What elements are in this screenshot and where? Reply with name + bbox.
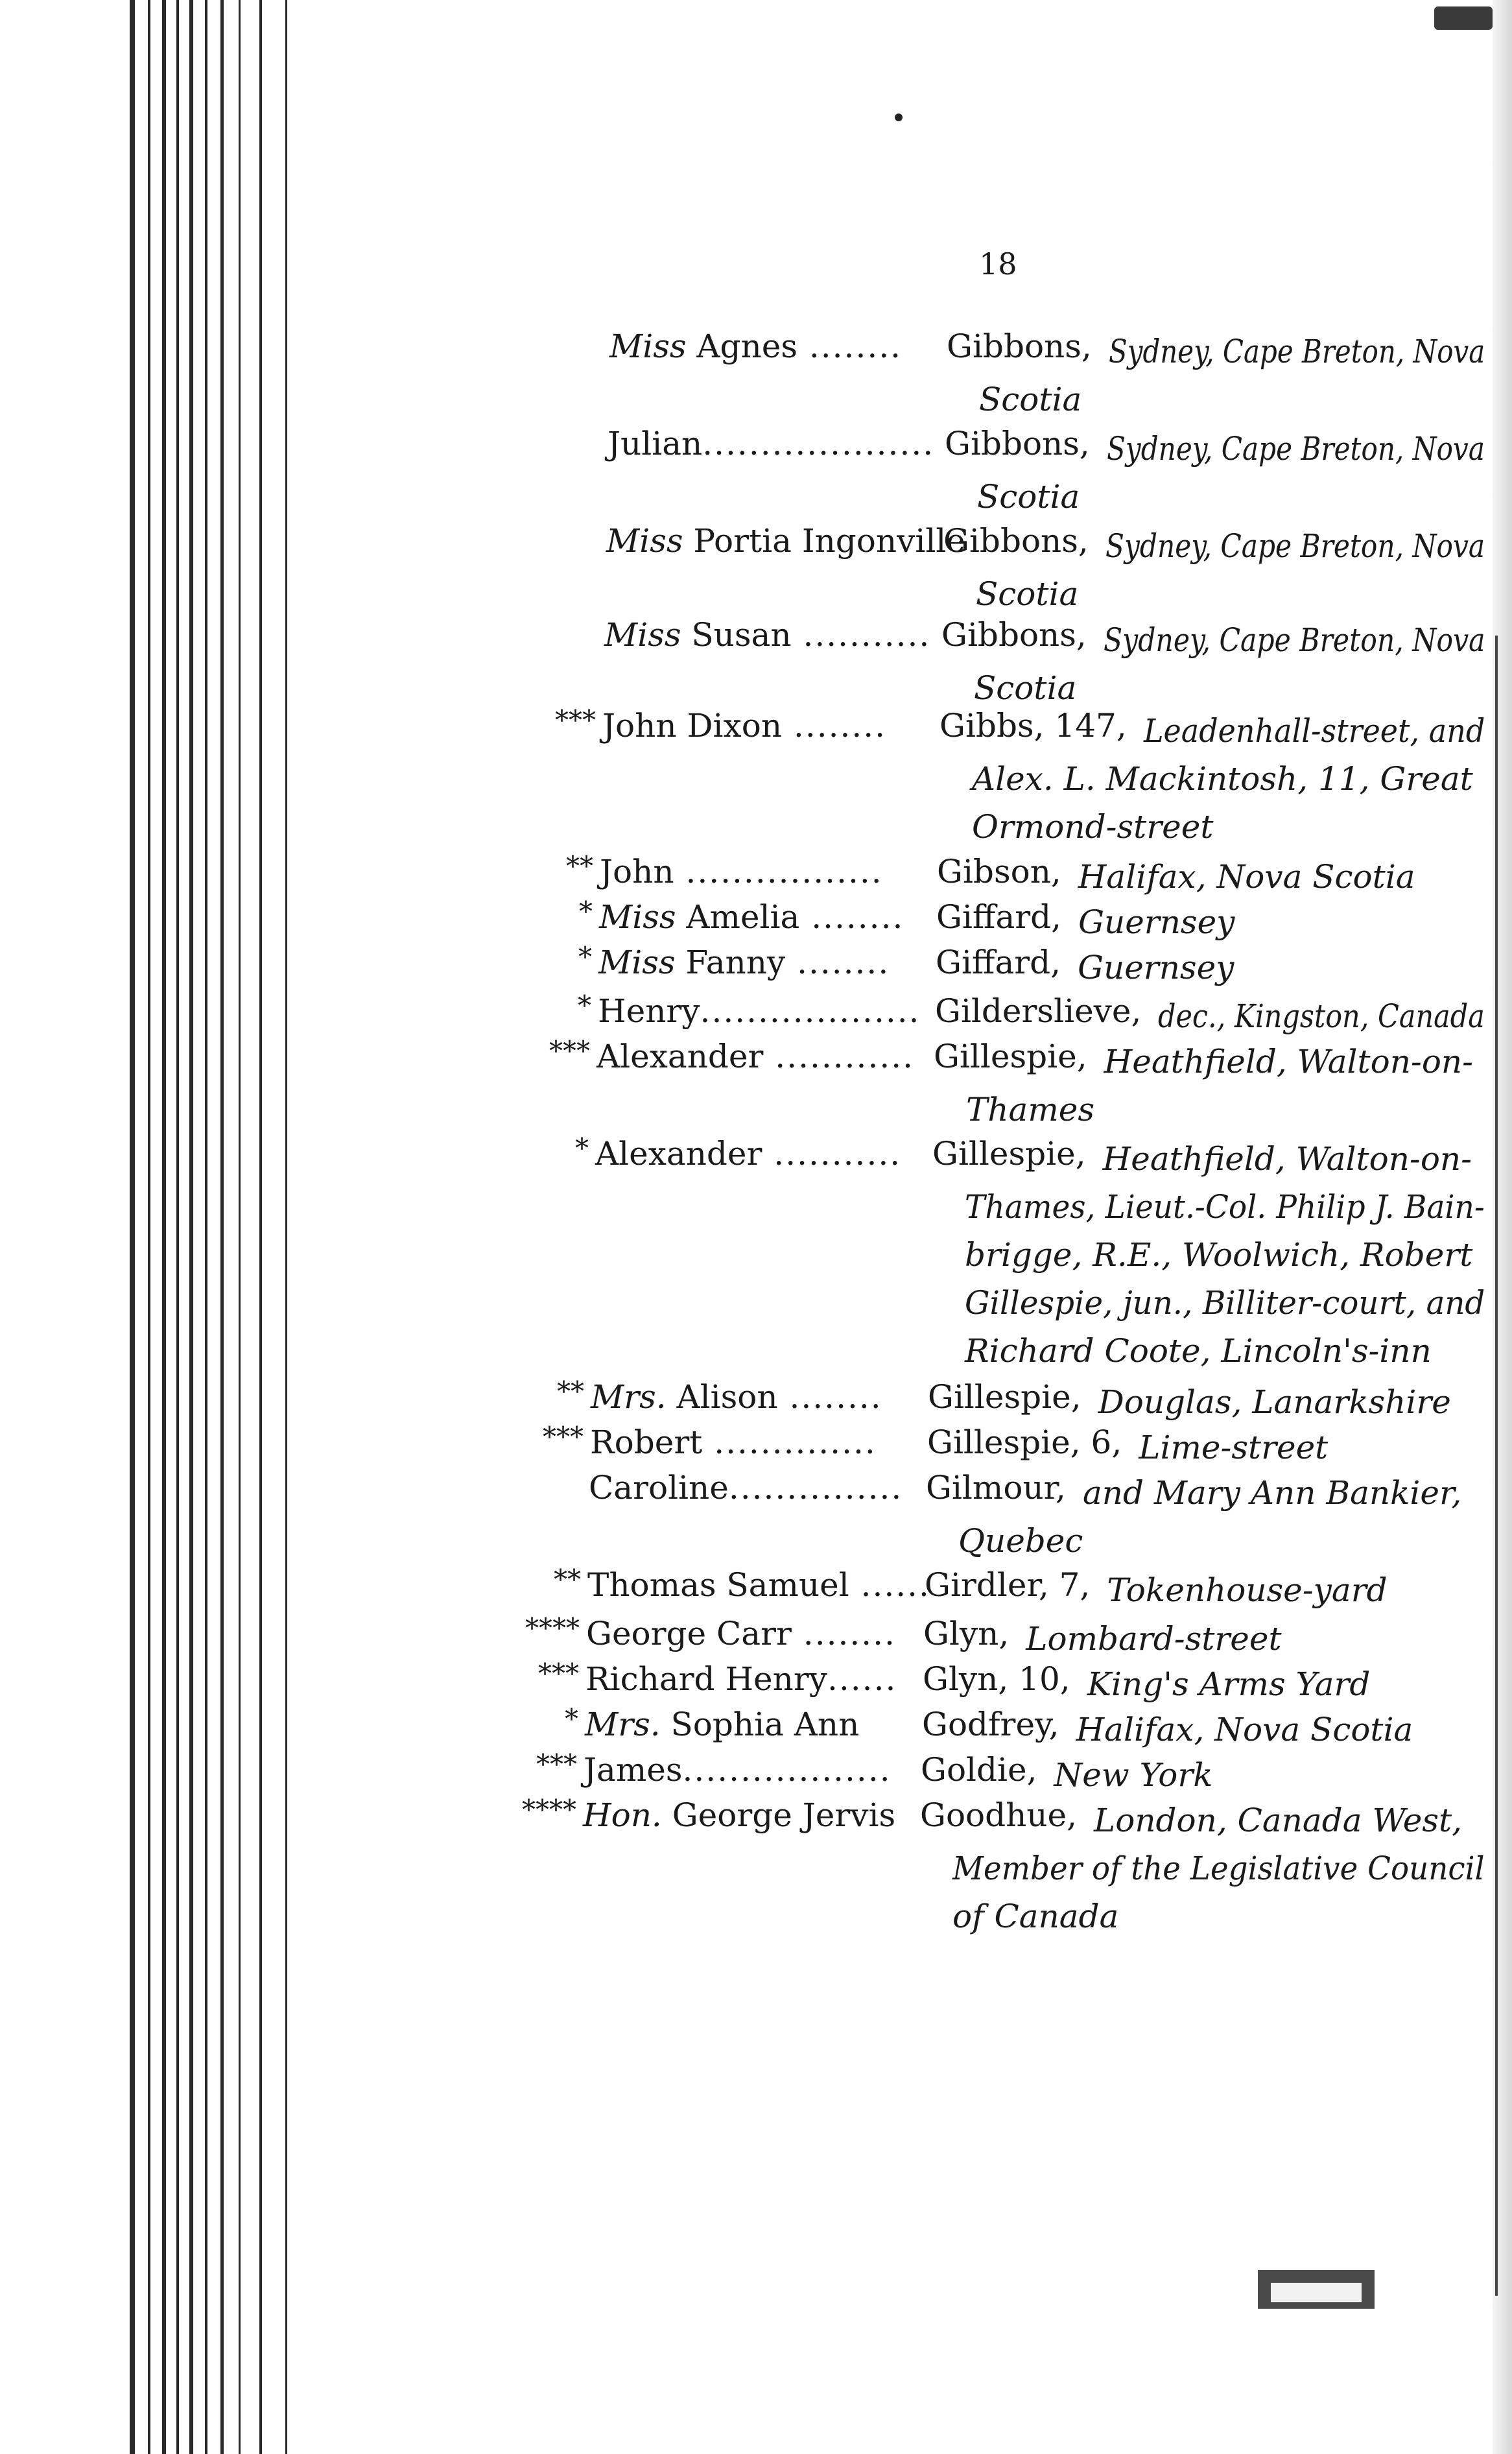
entry-given: Henry (598, 992, 700, 1030)
dot-leader: ........... (791, 616, 931, 654)
entry-address-line: dec., Kingston, Canada (1158, 997, 1485, 1035)
entry-address-line: Quebec (958, 1522, 1083, 1560)
entry-surname: Gibbs, 147, (939, 707, 1127, 745)
entry-given-name (587, 1566, 930, 1604)
dot-leader: ........ (777, 1378, 882, 1416)
dot-leader: ........ (782, 707, 887, 745)
entry-stars: *** (543, 1421, 584, 1453)
entry-given-name (585, 1660, 897, 1698)
entry-address-line: Scotia (977, 478, 1080, 516)
entry-address-line: Halifax, Nova Scotia (1078, 858, 1415, 896)
dot-leader: ................... (700, 992, 921, 1030)
entry-given: Julian (608, 425, 703, 462)
entry-address-line: Scotia (976, 575, 1079, 613)
entry-surname: Gibbons, (945, 425, 1090, 462)
entry-address-line: Member of the Legislative Council (952, 1850, 1485, 1887)
entry-address-line: Heathfield, Walton-on- (1102, 1140, 1472, 1178)
entry-given-name (586, 1615, 896, 1652)
entry-given-name (597, 1038, 914, 1075)
entry-surname: Goldie, (921, 1751, 1037, 1789)
dot-leader: ........ (785, 944, 890, 981)
entry-title-prefix: Miss (599, 898, 687, 936)
entry-stars: * (578, 941, 592, 973)
entry-stars: *** (555, 704, 596, 736)
dot-leader: ............ (763, 1038, 915, 1075)
entry-address-line: Gillespie, jun., Billiter-court, and (965, 1284, 1485, 1322)
entry-title-prefix: Miss (604, 616, 692, 654)
entry-surname: Gilmour, (926, 1469, 1066, 1507)
entry-address-line: New York (1054, 1756, 1213, 1794)
entry-surname: Gibbons, (941, 616, 1087, 654)
entry-address-line: Heathfield, Walton-on- (1104, 1043, 1474, 1080)
entry-surname: Gillespie, 6, (927, 1424, 1122, 1461)
entry-surname: Giffard, (936, 898, 1062, 936)
entry-given: Richard Henry (585, 1660, 827, 1698)
entry-address-line: Sydney, Cape Breton, Nova (1108, 333, 1485, 370)
entry-given: Caroline (589, 1469, 729, 1507)
entry-address-line: Lime-street (1139, 1429, 1329, 1466)
entry-given-name (606, 522, 965, 560)
entry-given-name (604, 616, 930, 654)
entry-stars: * (579, 896, 593, 927)
entry-given-name (590, 1424, 877, 1461)
entry-surname: Girdler, 7, (925, 1566, 1091, 1604)
entry-address-line: Sydney, Cape Breton, Nova (1106, 430, 1485, 468)
entry-given: John Dixon (602, 707, 783, 745)
entry-address-line: Tokenhouse-yard (1107, 1571, 1388, 1609)
entry-stars: * (575, 1132, 589, 1164)
entry-address-line: London, Canada West, (1094, 1802, 1462, 1839)
entry-address-line: Scotia (979, 381, 1082, 418)
entry-address-line: Sydney, Cape Breton, Nova (1105, 527, 1485, 565)
entry-surname: Gillespie, (928, 1378, 1081, 1416)
entry-stars: * (565, 1703, 578, 1735)
entry-address-line: and Mary Ann Bankier, (1082, 1474, 1462, 1512)
entry-stars: *** (536, 1748, 577, 1780)
entry-surname: Giffard, (936, 944, 1061, 981)
entry-given: George Jervis (672, 1796, 896, 1834)
entry-surname: Godfrey, (922, 1706, 1059, 1743)
entry-surname: Gillespie, (932, 1135, 1086, 1173)
entry-given: Alison (676, 1378, 778, 1416)
entry-given-name (598, 944, 890, 981)
entry-given: George Carr (586, 1615, 792, 1652)
entry-address-line: of Canada (952, 1898, 1119, 1935)
entry-given-name (602, 707, 886, 745)
entry-stars: ** (554, 1564, 581, 1595)
entry-given: Susan (691, 616, 792, 654)
entry-address-line: Halifax, Nova Scotia (1076, 1711, 1413, 1748)
dot-leader: ........ (797, 328, 903, 365)
entry-given-name (585, 1706, 859, 1743)
entry-address-line: Ormond-street (972, 808, 1214, 846)
dot-leader: ............... (728, 1469, 903, 1507)
entry-address-line: Thames (966, 1091, 1095, 1128)
entry-given: Alexander (595, 1135, 762, 1173)
entry-stars: ** (557, 1376, 584, 1407)
entry-given: Agnes (696, 328, 797, 365)
entry-given-name (608, 425, 934, 462)
entry-address-line: Leadenhall-street, and (1143, 712, 1485, 750)
entry-given-name (600, 853, 883, 890)
entry-given-name (595, 1135, 901, 1173)
entry-given-name (583, 1796, 895, 1834)
entry-given-name (599, 898, 904, 936)
entry-given-name (589, 1469, 903, 1507)
dot-leader: ...... (827, 1660, 897, 1698)
entry-address-line: Scotia (974, 669, 1077, 707)
entry-address-line: Thames, Lieut.-Col. Philip J. Bain- (965, 1188, 1485, 1226)
page-number: 18 (979, 246, 1017, 281)
entry-stars: ** (566, 850, 593, 882)
entry-surname: Glyn, (923, 1615, 1010, 1652)
entry-given-name (584, 1751, 892, 1789)
entry-title-prefix: Miss (606, 522, 694, 560)
dot-leader: .................. (682, 1751, 892, 1789)
entry-address-line: Richard Coote, Lincoln's-inn (965, 1332, 1432, 1370)
entry-address-line: Guernsey (1078, 903, 1235, 941)
entry-surname: Gibbons, (943, 522, 1089, 560)
entry-address-line: King's Arms Yard (1087, 1665, 1371, 1703)
entry-title-prefix: Mrs. (585, 1706, 671, 1743)
entry-given-name (591, 1378, 882, 1416)
dot-leader: ...... (849, 1566, 930, 1604)
entry-address-line: Sydney, Cape Breton, Nova (1103, 621, 1485, 659)
entry-address-line: Alex. L. Mackintosh, 11, Great (972, 760, 1473, 798)
entry-surname: Gibson, (937, 853, 1061, 890)
entry-given: Thomas Samuel (587, 1566, 849, 1604)
entry-given: John (600, 853, 674, 890)
entry-title-prefix: Hon. (583, 1796, 672, 1834)
dot-leader: ........... (762, 1135, 902, 1173)
entry-stars: * (578, 990, 591, 1021)
entry-given-name (609, 328, 902, 365)
dot-leader: ................. (674, 853, 883, 890)
entry-given: Fanny (685, 944, 786, 981)
entry-address-line: Guernsey (1078, 949, 1234, 986)
entry-address-line: Lombard-street (1026, 1620, 1282, 1658)
entry-title-prefix: Miss (609, 328, 697, 365)
entry-given: Alexander (597, 1038, 764, 1075)
dot-leader: .............. (702, 1424, 877, 1461)
entry-given: Robert (590, 1424, 703, 1461)
entry-given: Amelia (686, 898, 800, 936)
entry-title-prefix: Miss (598, 944, 686, 981)
dot-leader: ........ (791, 1615, 896, 1652)
entry-address-line: Douglas, Lanarkshire (1098, 1383, 1451, 1421)
entry-stars: **** (525, 1612, 580, 1644)
dot-leader: .................... (702, 425, 935, 462)
entry-surname: Gilderslieve, (935, 992, 1142, 1030)
entry-title-prefix: Mrs. (591, 1378, 677, 1416)
entry-surname: Goodhue, (920, 1796, 1078, 1834)
entry-surname: Glyn, 10, (923, 1660, 1070, 1698)
dot-leader: ........ (799, 898, 904, 936)
entry-stars: *** (538, 1658, 579, 1689)
entry-given: Portia Ingonville (693, 522, 965, 560)
entry-given: James (584, 1751, 683, 1789)
entry-given: Sophia Ann (670, 1706, 860, 1743)
entry-surname: Gillespie, (934, 1038, 1087, 1075)
entry-address-line: brigge, R.E., Woolwich, Robert (965, 1236, 1473, 1274)
entry-stars: **** (522, 1794, 576, 1826)
entry-stars: *** (549, 1035, 590, 1067)
entry-given-name (598, 992, 921, 1030)
entry-surname: Gibbons, (947, 328, 1092, 365)
